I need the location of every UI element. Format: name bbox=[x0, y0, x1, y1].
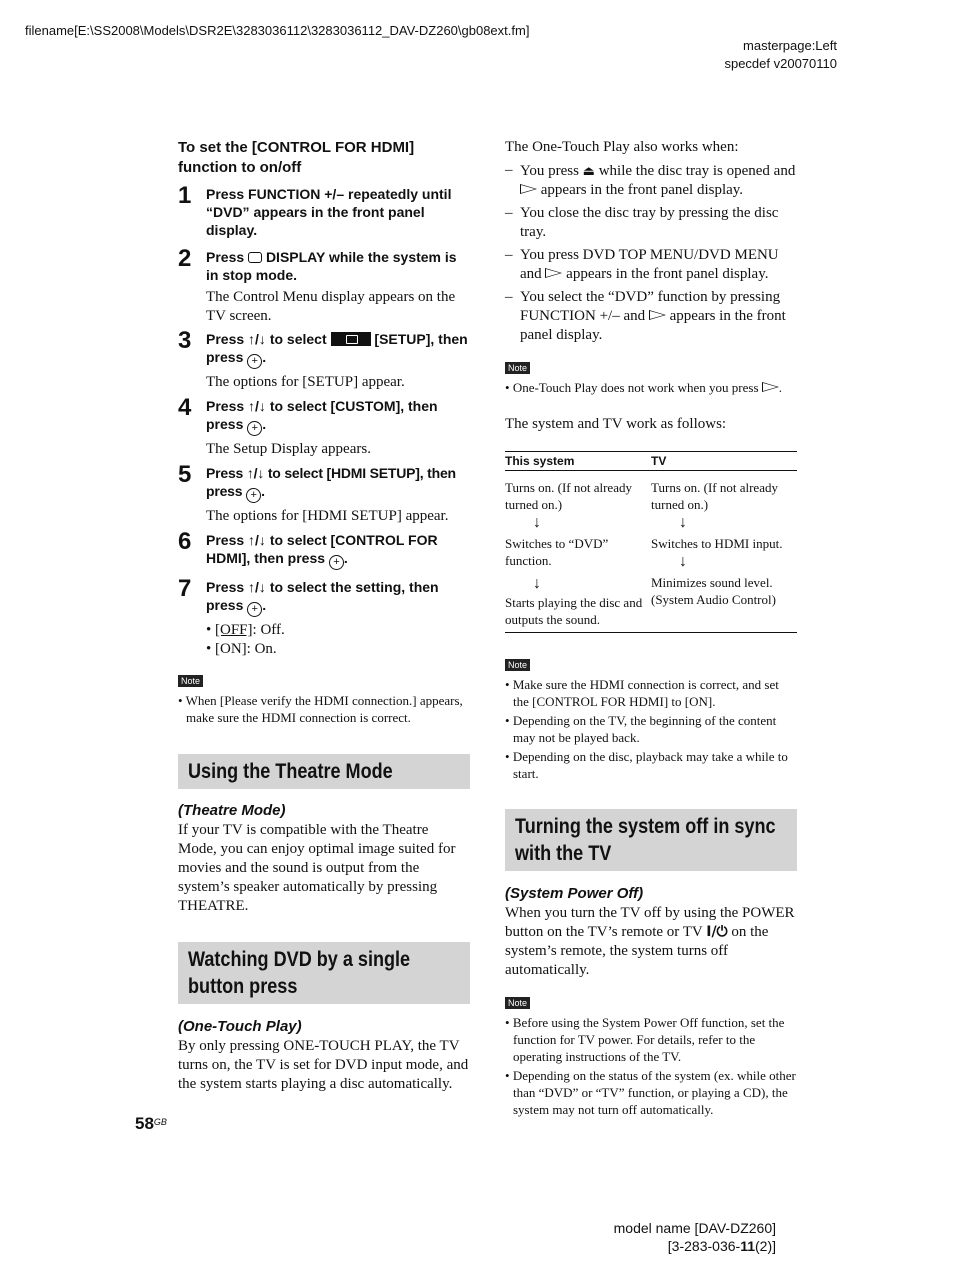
filename-header: filename[E:\SS2008\Models\DSR2E\3283036112\3283036112_DAV-DZ260\gb08ext.fm] bbox=[25, 23, 530, 38]
step-2 bbox=[178, 245, 470, 326]
step-text: Press ↑/↓ to select [HDMI SETUP], then press bbox=[206, 465, 456, 499]
down-arrow-icon: ↓ bbox=[533, 575, 541, 592]
step-instruction: Press ↑/↓ to select [CONTROL FOR HDMI], then press + . bbox=[206, 532, 438, 568]
step-description: The Control Menu display appears on the TV screen. bbox=[206, 289, 456, 324]
option-list bbox=[206, 621, 470, 659]
column-header-tv: TV bbox=[651, 452, 797, 471]
system-step-3-cell bbox=[505, 574, 651, 633]
step-description: The Setup Display appears. bbox=[206, 441, 371, 457]
eject-icon: ⏏ bbox=[582, 163, 595, 178]
note-badge: Note bbox=[505, 997, 530, 1009]
down-arrow-icon: ↓ bbox=[679, 514, 687, 531]
step-text: Press bbox=[206, 249, 245, 265]
masterpage-label: masterpage:Left bbox=[743, 38, 837, 53]
one-touch-play-body: By only pressing ONE-TOUCH PLAY, the TV turns on, the TV is set for DVD input mode, and the system starts playing a disc automatically. bbox=[178, 1038, 469, 1092]
setup-toolbox-icon bbox=[331, 332, 371, 346]
step-number: 6 bbox=[178, 528, 192, 555]
case-item: – You select the “DVD” function by pressing FUNCTION +/– and appears in the front panel display. bbox=[505, 288, 797, 345]
note-block-2 bbox=[505, 655, 797, 782]
note-list bbox=[505, 676, 797, 782]
system-power-off-body: When you turn the TV off by using the POWER button on the TV’s remote or TV I/⏻ on the system’s remote, the system turns off automatically. bbox=[505, 905, 795, 978]
specdef-label: specdef v20070110 bbox=[724, 56, 837, 71]
one-touch-play-heading: Watching DVD by a single button press bbox=[178, 942, 470, 1004]
option-on: • [ON]: On. bbox=[206, 641, 277, 657]
enter-button-icon: + bbox=[247, 354, 262, 369]
play-indicator-icon bbox=[649, 310, 666, 320]
note-badge: Note bbox=[505, 659, 530, 671]
step-number: 2 bbox=[178, 245, 192, 272]
note-item: • Depending on the disc, playback may take a while to start. bbox=[505, 749, 788, 781]
note-item: • Before using the System Power Off function, set the function for TV power. For details, refer to the operating instructions of the TV. bbox=[505, 1015, 785, 1064]
theatre-mode-subtitle: (Theatre Mode) bbox=[178, 802, 286, 819]
system-power-off-subtitle: (System Power Off) bbox=[505, 885, 644, 902]
enter-button-icon: + bbox=[329, 555, 344, 570]
tv-step-2: Switches to HDMI input. bbox=[651, 536, 783, 551]
one-touch-cases bbox=[505, 161, 797, 345]
model-name: model name [DAV-DZ260] bbox=[613, 1220, 776, 1236]
note-item: • Depending on the TV, the beginning of the content may not be played back. bbox=[505, 713, 777, 745]
step-number: 5 bbox=[178, 461, 192, 488]
system-tv-flow-table bbox=[505, 451, 797, 633]
step-instruction: Press ↑/↓ to select [HDMI SETUP], then press + . bbox=[206, 465, 456, 501]
system-power-off-heading: Turning the system off in sync with the TV bbox=[505, 809, 797, 871]
step-description: The options for [SETUP] appear. bbox=[206, 374, 405, 390]
masterpage-header bbox=[724, 37, 837, 73]
play-indicator-icon bbox=[762, 382, 779, 392]
power-icon: I/⏻ bbox=[706, 924, 728, 940]
right-column bbox=[505, 138, 797, 1118]
system-step-2: Switches to “DVD” function. bbox=[505, 536, 609, 568]
enter-button-icon: + bbox=[246, 488, 261, 503]
one-touch-play-subtitle: (One-Touch Play) bbox=[178, 1018, 302, 1035]
step-text: DISPLAY while the system is in stop mode. bbox=[206, 249, 457, 283]
note-item: • When [Please verify the HDMI connection.] appears, make sure the HDMI connection is correct. bbox=[178, 693, 463, 725]
theatre-mode-body: If your TV is compatible with the Theatre Mode, you can enjoy optimal image suited for movies and the sound is output from the system’s speaker automatically by pressing THEATRE. bbox=[178, 822, 456, 914]
step-number: 3 bbox=[178, 327, 192, 354]
table-intro: The system and TV work as follows: bbox=[505, 416, 727, 432]
step-5 bbox=[178, 461, 470, 526]
case-item: – You press ⏏ while the disc tray is opened and appears in the front panel display. bbox=[505, 161, 797, 200]
note-block-3 bbox=[505, 993, 797, 1118]
step-instruction: Press FUNCTION +/– repeatedly until “DVD” appears in the front panel display. bbox=[206, 186, 452, 238]
enter-button-icon: + bbox=[247, 602, 262, 617]
case-item: – You close the disc tray by pressing the disc tray. bbox=[505, 204, 797, 242]
step-instruction: Press ↑/↓ to select [SETUP], then press + . bbox=[206, 331, 468, 367]
step-text: Press ↑/↓ to select the setting, then press bbox=[206, 579, 439, 613]
note-item: • Depending on the status of the system (ex. while other than “DVD” or “TV” function, or playing a CD), the system may not turn off automatically. bbox=[505, 1068, 796, 1117]
tv-step-2-cell bbox=[651, 535, 797, 574]
display-button-icon bbox=[248, 252, 262, 263]
note-block-1 bbox=[505, 358, 797, 396]
note-item: • One-Touch Play does not work when you press . bbox=[505, 380, 782, 395]
step-1 bbox=[178, 182, 470, 239]
note-block bbox=[178, 671, 470, 726]
left-column bbox=[178, 138, 470, 1094]
step-3 bbox=[178, 327, 470, 392]
system-step-1: Turns on. (If not already turned on.) bbox=[505, 480, 632, 512]
down-arrow-icon: ↓ bbox=[679, 553, 687, 570]
down-arrow-icon: ↓ bbox=[533, 514, 541, 531]
note-badge: Note bbox=[178, 675, 203, 687]
theatre-mode-heading: Using the Theatre Mode bbox=[178, 754, 470, 789]
step-number: 4 bbox=[178, 394, 192, 421]
step-instruction: Press ↑/↓ to select the setting, then press + . bbox=[206, 579, 439, 615]
column-header-system: This system bbox=[505, 452, 651, 471]
control-hdmi-subtitle bbox=[178, 138, 470, 178]
play-indicator-icon bbox=[520, 184, 537, 194]
step-instruction bbox=[206, 248, 470, 284]
step-instruction: Press ↑/↓ to select [CUSTOM], then press + . bbox=[206, 398, 438, 434]
system-step-3: Starts playing the disc and outputs the sound. bbox=[505, 595, 643, 627]
subtitle-line-2: function to on/off bbox=[178, 159, 302, 176]
step-number: 7 bbox=[178, 575, 192, 602]
subtitle-line-1: To set the [CONTROL FOR HDMI] bbox=[178, 139, 415, 156]
case-item: – You press DVD TOP MENU/DVD MENU and appears in the front panel display. bbox=[505, 246, 797, 284]
step-text: Press ↑/↓ to select bbox=[206, 331, 327, 347]
step-text: Press ↑/↓ to select [CONTROL FOR HDMI], then press bbox=[206, 532, 438, 566]
tv-step-1: Turns on. (If not already turned on.) bbox=[651, 480, 778, 512]
option-off: • [OFF]: Off. bbox=[206, 622, 285, 638]
play-indicator-icon bbox=[545, 268, 562, 278]
step-text: [SETUP], then press bbox=[206, 331, 468, 365]
step-4 bbox=[178, 394, 470, 459]
step-7 bbox=[178, 575, 470, 659]
note-item: • Make sure the HDMI connection is correct, and set the [CONTROL FOR HDMI] to [ON]. bbox=[505, 677, 779, 709]
one-touch-intro: The One-Touch Play also works when: bbox=[505, 139, 739, 155]
step-text: Press ↑/↓ to select [CUSTOM], then press bbox=[206, 398, 438, 432]
footer bbox=[614, 1219, 776, 1255]
part-code: [3-283-036-11(2)] bbox=[667, 1238, 776, 1254]
page-number: $58^{GB}$ bbox=[135, 1114, 167, 1133]
tv-step-3: Minimizes sound level. (System Audio Control) bbox=[651, 575, 776, 607]
enter-button-icon: + bbox=[247, 421, 262, 436]
step-description: The options for [HDMI SETUP] appear. bbox=[206, 508, 449, 524]
step-number: 1 bbox=[178, 182, 192, 209]
step-6 bbox=[178, 528, 470, 570]
note-list bbox=[505, 1014, 797, 1118]
note-badge: Note bbox=[505, 362, 530, 374]
